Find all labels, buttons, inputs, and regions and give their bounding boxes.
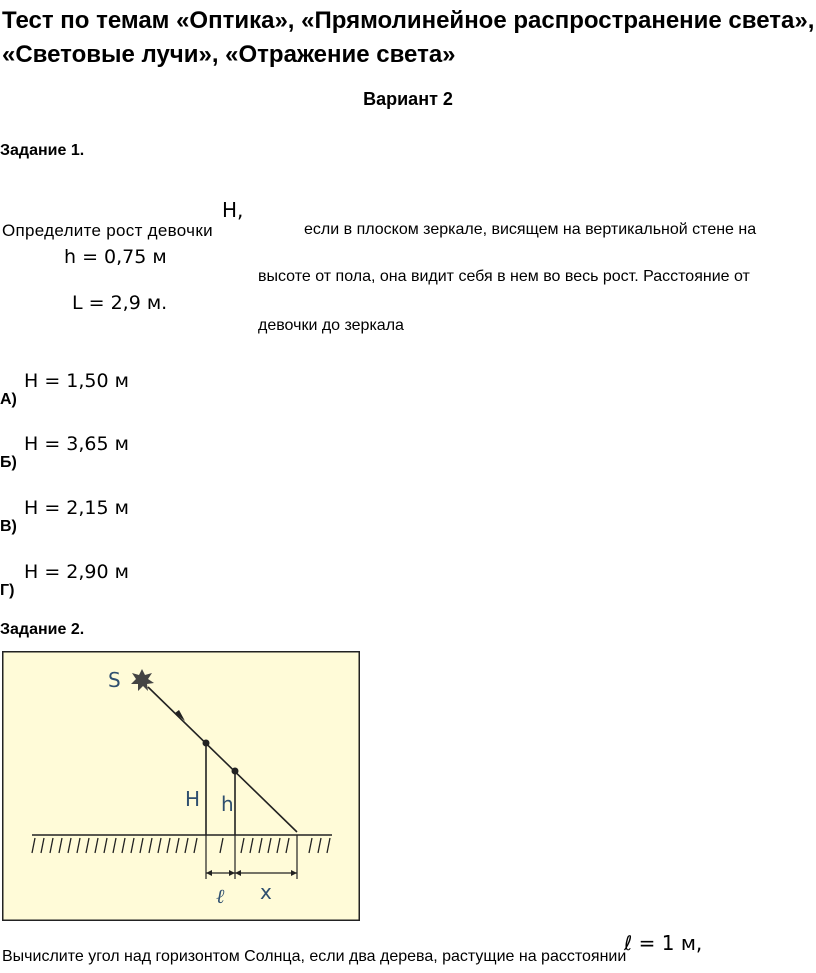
task2-formula-l: ℓ = 1 м, [624,931,703,955]
task1-formula-h: h = 0,75 м [64,246,167,268]
tree-h-top [232,768,239,775]
task1-var-H: H, [222,198,244,222]
task1-formula-L: L = 2,9 м. [72,292,168,314]
label-l: ℓ [216,884,225,908]
title-line-1: Тест по темам «Оптика», «Прямолинейное распространение света», [2,7,815,34]
label-h: h [221,792,234,816]
option-b-label: Б) [0,454,17,471]
task1-text-line2: высоте от пола, она видит себя в нем во весь рост. Расстояние от [258,268,750,285]
option-c-value: H = 2,15 м [24,497,129,519]
label-S: S [108,668,121,692]
option-d-value: H = 2,90 м [24,561,129,583]
task1-text-start: Определите рост девочки [2,221,213,240]
label-x: x [260,880,272,904]
option-c-label: В) [0,518,17,535]
option-a-value: H = 1,50 м [24,370,129,392]
task2-diagram [2,651,360,921]
task2-heading: Задание 2. [0,621,85,638]
variant-heading: Вариант 2 [363,89,453,109]
task1-text-line3: девочки до зеркала [258,317,404,334]
option-b-value: H = 3,65 м [24,433,129,455]
title-line-2: «Световые лучи», «Отражение света» [2,41,456,68]
option-a-label: А) [0,391,17,408]
task1-text-cont: если в плоском зеркале, висящем на вертикальной стене на [304,221,757,238]
task2-text: Вычислите угол над горизонтом Солнца, если два дерева, растущие на расстоянии [2,948,627,965]
diagram-frame [3,652,360,921]
label-H: H [185,787,201,811]
task1-heading: Задание 1. [0,142,85,159]
option-d-label: Г) [0,582,15,599]
tree-H-top [203,740,210,747]
